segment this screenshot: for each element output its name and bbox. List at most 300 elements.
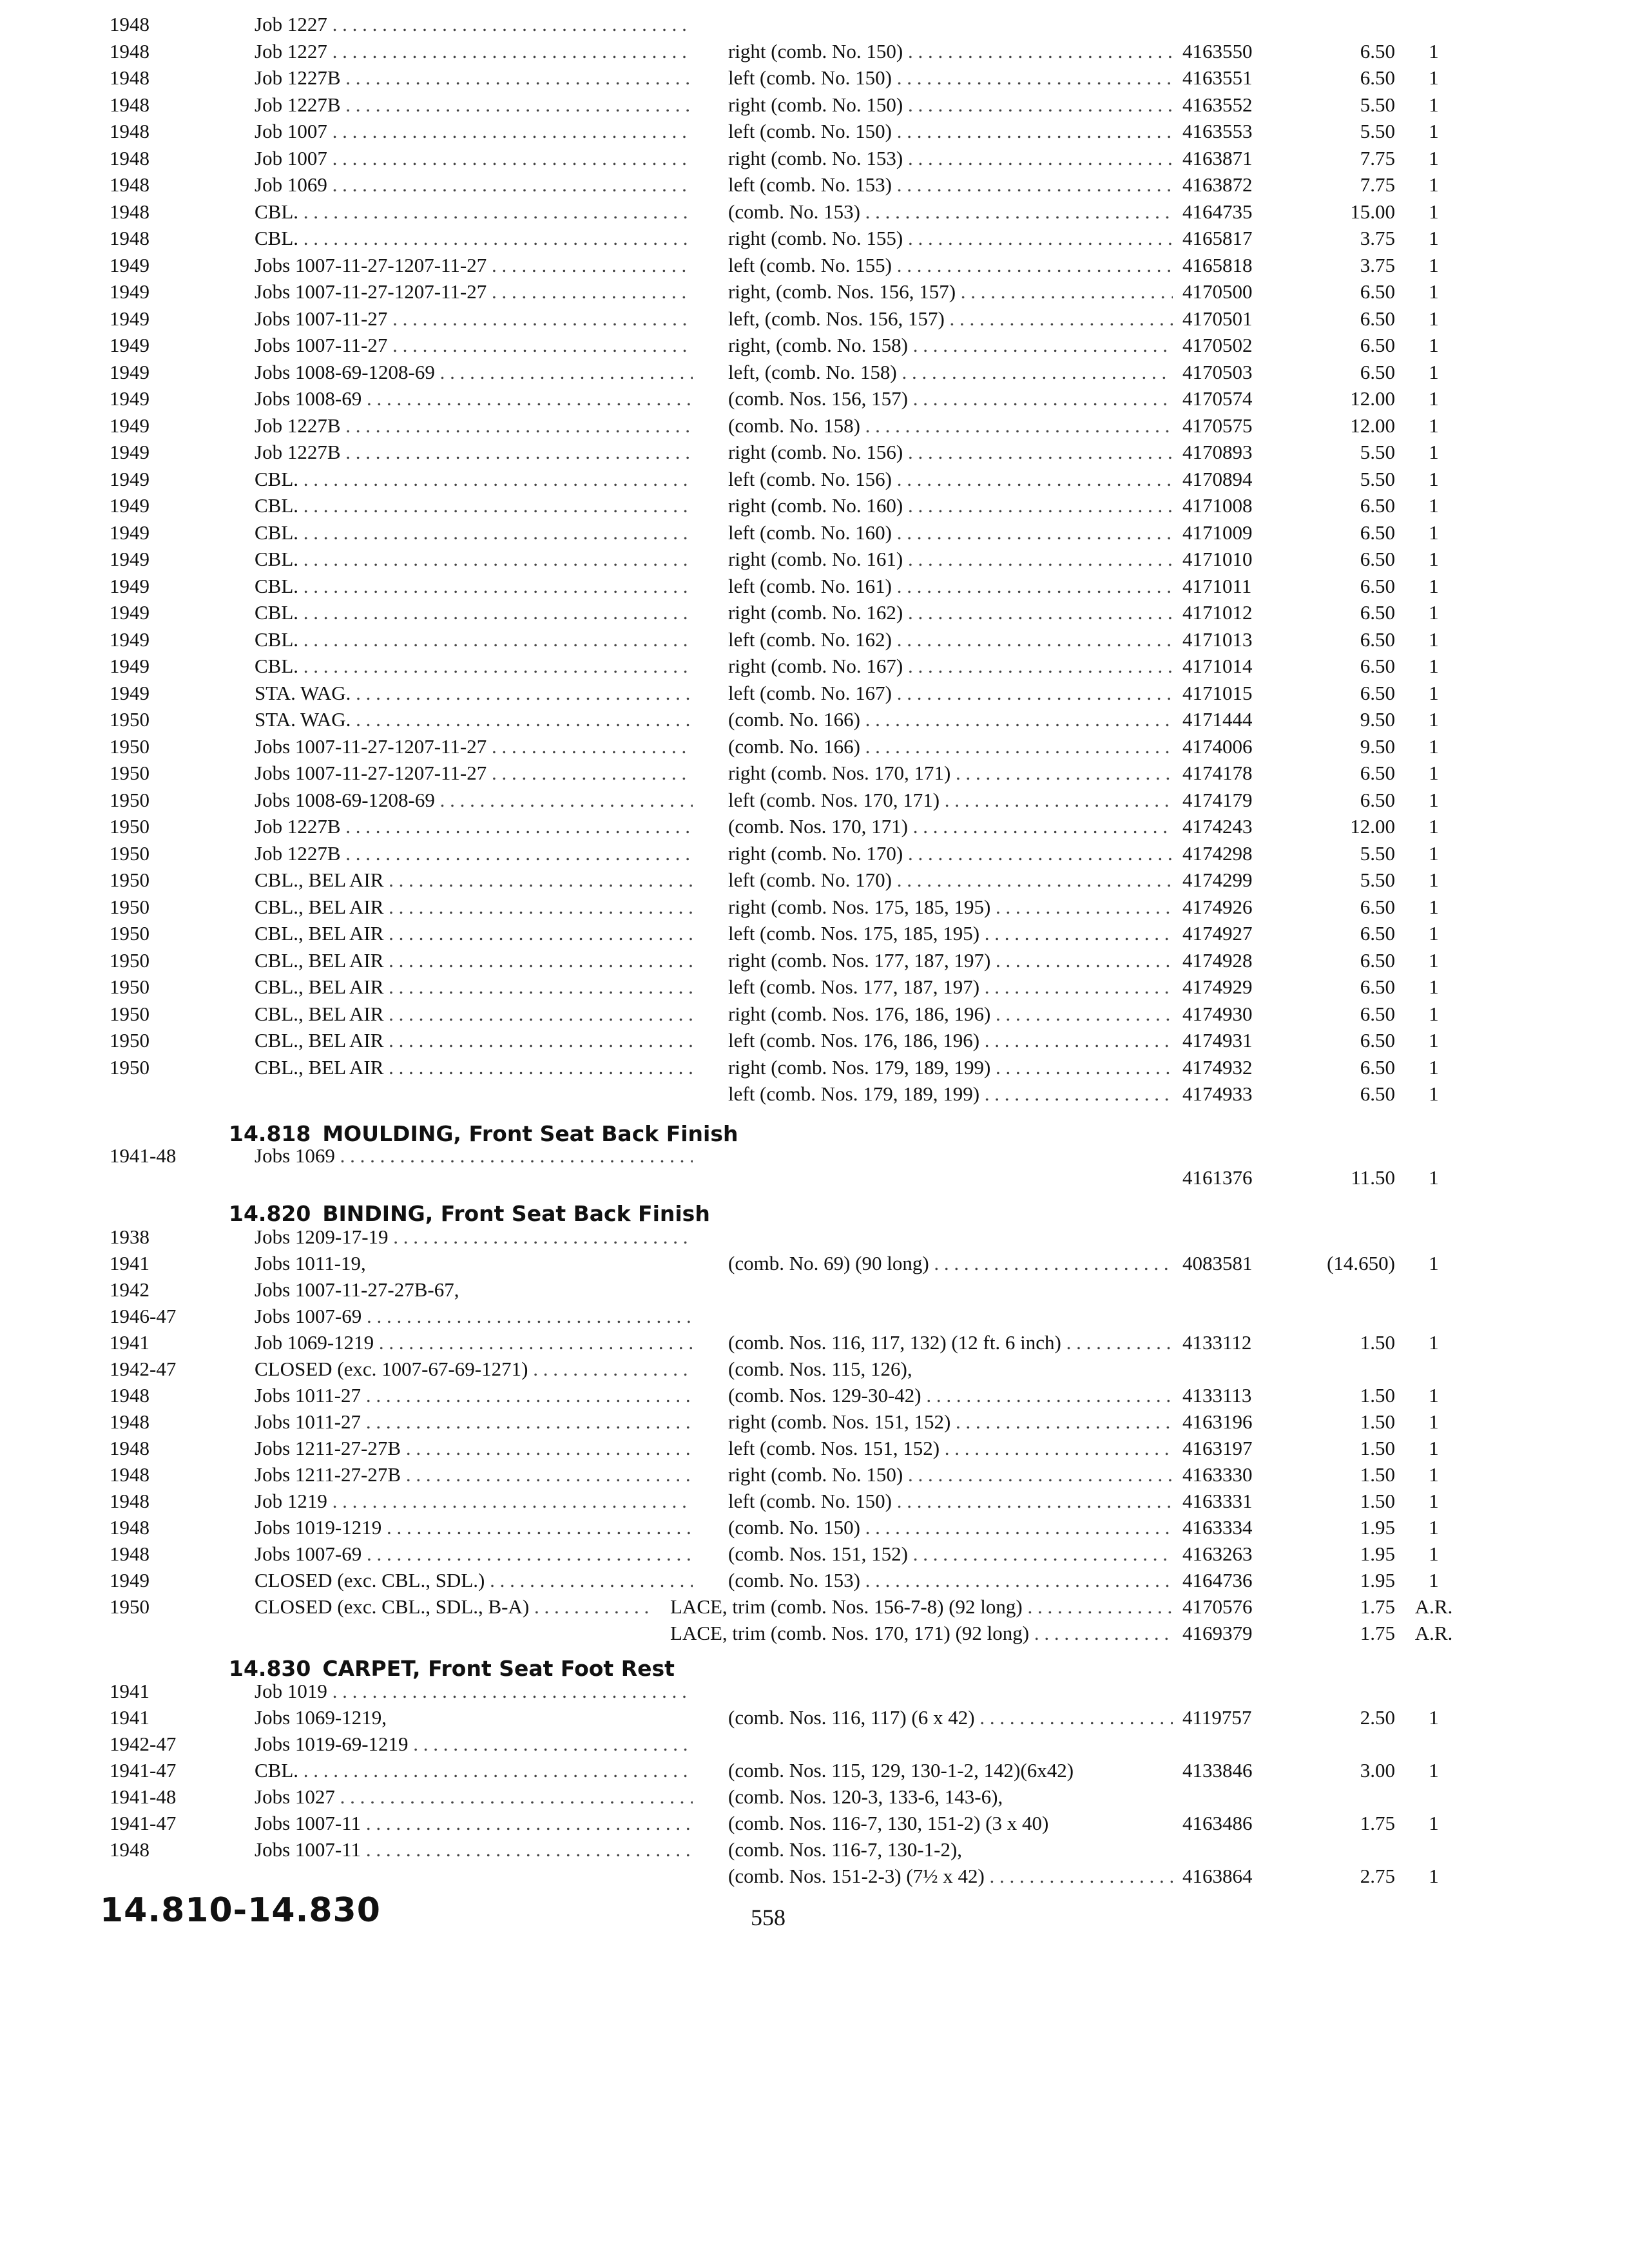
table-row — [0, 921, 1629, 947]
table-row — [0, 172, 1629, 198]
application-cell: Job 1227B . . . — [255, 65, 693, 91]
price-cell: 6.50 — [1360, 280, 1395, 303]
application-cell: Jobs 1019-1219 . . . — [255, 1515, 693, 1541]
price-cell: 6.50 — [1360, 975, 1395, 998]
part-number-cell: 4174006 — [1182, 735, 1253, 758]
table-row — [0, 1784, 1629, 1810]
application-cell: Jobs 1007-11-27-1207-11-27 . . . — [255, 253, 693, 278]
part-number-cell: 4170503 — [1182, 361, 1253, 383]
price-cell: 1.50 — [1360, 1490, 1395, 1512]
part-number-cell: 4170501 — [1182, 307, 1253, 330]
part-number-cell: 4163872 — [1182, 173, 1253, 196]
application-cell: Jobs 1069 . . . — [255, 1143, 693, 1169]
part-number-cell: 4170574 — [1182, 387, 1253, 410]
part-number-cell: 4133113 — [1182, 1384, 1252, 1407]
application-cell: CBL., BEL AIR . . . — [255, 894, 693, 920]
table-row — [0, 1277, 1629, 1303]
year-cell: 1948 — [110, 1516, 149, 1539]
part-number-cell: 4133112 — [1182, 1331, 1252, 1354]
description-cell: right (comb. Nos. 177, 187, 197) . . . — [728, 948, 1173, 974]
year-cell: 1948 — [110, 200, 149, 223]
table-row — [0, 1863, 1629, 1889]
part-number-cell: 4170500 — [1182, 280, 1253, 303]
table-row — [0, 1678, 1629, 1704]
table-row — [0, 600, 1629, 626]
year-cell: 1949 — [110, 682, 149, 704]
year-cell: 1950 — [110, 896, 149, 918]
price-cell: 6.50 — [1360, 762, 1395, 784]
quantity-cell: 1 — [1429, 521, 1439, 544]
part-number-cell: 4165817 — [1182, 227, 1253, 249]
year-cell: 1950 — [110, 842, 149, 865]
table-row — [0, 1462, 1629, 1488]
year-cell: 1949 — [110, 414, 149, 437]
description-cell: left (comb. Nos. 170, 171) . . . — [728, 787, 1173, 813]
year-cell: 1948 — [110, 1463, 149, 1486]
application-cell: Job 1007 . . . — [255, 146, 693, 171]
quantity-cell: A.R. — [1414, 1622, 1453, 1644]
description-cell: right (comb. No. 170) . . . — [728, 841, 1173, 867]
year-cell: 1950 — [110, 1003, 149, 1025]
year-cell: 1948 — [110, 1410, 149, 1433]
section-number: 14.830 — [229, 1656, 311, 1681]
quantity-cell: 1 — [1429, 40, 1439, 62]
price-cell: 5.50 — [1360, 869, 1395, 891]
quantity-cell: 1 — [1429, 1384, 1439, 1407]
application-cell: Jobs 1011-27 . . . — [255, 1409, 693, 1435]
application-cell: CBL. . . . — [255, 226, 693, 251]
application-cell: Job 1227B . . . — [255, 439, 693, 465]
table-row — [0, 92, 1629, 118]
price-cell: 6.50 — [1360, 949, 1395, 972]
part-number-cell: 4170576 — [1182, 1595, 1253, 1618]
application-cell: CBL. . . . — [255, 466, 693, 492]
table-row — [0, 1383, 1629, 1408]
section-title: MOULDING, Front Seat Back Finish — [322, 1121, 738, 1146]
price-cell: 12.00 — [1350, 387, 1395, 410]
quantity-cell: 1 — [1429, 1759, 1439, 1782]
part-number-cell: 4169379 — [1182, 1622, 1253, 1644]
application-cell: Jobs 1008-69-1208-69 . . . — [255, 360, 693, 385]
price-cell: 3.75 — [1360, 254, 1395, 276]
application-cell: Job 1219 . . . — [255, 1488, 693, 1514]
application-cell: Job 1007 . . . — [255, 119, 693, 144]
part-number-cell: 4164735 — [1182, 200, 1253, 223]
application-cell: Job 1227 . . . — [255, 12, 693, 37]
table-row — [0, 12, 1629, 37]
year-cell: 1950 — [110, 789, 149, 811]
application-cell: Job 1227B . . . — [255, 413, 693, 439]
application-cell: CBL. . . . — [255, 653, 693, 679]
year-cell: 1948 — [110, 1490, 149, 1512]
application-cell: Jobs 1007-11-27 . . . — [255, 306, 693, 332]
description-cell: (comb. No. 166) . . . — [728, 734, 1173, 760]
application-cell: Jobs 1007-11 . . . — [255, 1837, 693, 1863]
part-number-cell: 4174932 — [1182, 1056, 1253, 1079]
quantity-cell: 1 — [1429, 1463, 1439, 1486]
quantity-cell: 1 — [1429, 628, 1439, 651]
application-cell: CBL. . . . — [255, 493, 693, 519]
part-number-cell: 4163263 — [1182, 1542, 1253, 1565]
quantity-cell: 1 — [1429, 1056, 1439, 1079]
table-row — [0, 653, 1629, 679]
quantity-cell: 1 — [1429, 815, 1439, 838]
description-cell: left (comb. No. 153) . . . — [728, 172, 1173, 198]
application-cell: Jobs 1007-11-27-1207-11-27 . . . — [255, 734, 693, 760]
application-cell: Job 1069-1219 . . . — [255, 1330, 693, 1356]
table-row — [0, 1515, 1629, 1541]
year-cell: 1949 — [110, 307, 149, 330]
description-cell: left (comb. No. 161) . . . — [728, 573, 1173, 599]
year-cell: 1950 — [110, 1595, 149, 1618]
part-number-cell: 4171010 — [1182, 548, 1253, 570]
table-row — [0, 867, 1629, 893]
table-row — [0, 546, 1629, 572]
part-number-cell: 4163551 — [1182, 66, 1253, 89]
price-cell: 1.50 — [1360, 1463, 1395, 1486]
price-cell: 1.95 — [1360, 1516, 1395, 1539]
quantity-cell: 1 — [1429, 173, 1439, 196]
year-cell: 1948 — [110, 1384, 149, 1407]
application-cell: CBL. . . . — [255, 546, 693, 572]
table-row — [0, 1081, 1629, 1107]
description-cell: (comb. Nos. 129-30-42) . . . — [728, 1383, 1173, 1408]
quantity-cell: A.R. — [1414, 1595, 1453, 1618]
quantity-cell: 1 — [1429, 254, 1439, 276]
year-cell: 1949 — [110, 280, 149, 303]
description-cell: LACE, trim (comb. Nos. 156-7-8) (92 long) . . . — [670, 1594, 1173, 1620]
year-cell: 1949 — [110, 575, 149, 597]
price-cell: 6.50 — [1360, 1029, 1395, 1052]
application-cell: Job 1227B . . . — [255, 814, 693, 840]
table-row — [0, 493, 1629, 519]
table-row — [0, 1541, 1629, 1567]
quantity-cell: 1 — [1429, 1331, 1439, 1354]
part-number-cell: 4171015 — [1182, 682, 1253, 704]
year-cell: 1941-48 — [110, 1785, 177, 1808]
quantity-cell: 1 — [1429, 1003, 1439, 1025]
description-cell: (comb. No. 153) . . . — [728, 199, 1173, 225]
quantity-cell: 1 — [1429, 1865, 1439, 1887]
price-cell: 6.50 — [1360, 922, 1395, 945]
year-cell: 1948 — [110, 147, 149, 169]
table-row — [0, 734, 1629, 760]
description-cell: (comb. No. 69) (90 long) . . . — [728, 1251, 1173, 1276]
application-cell: CBL. . . . — [255, 627, 693, 653]
application-cell: CLOSED (exc. 1007-67-69-1271) . . . — [255, 1356, 693, 1382]
quantity-cell: 1 — [1429, 227, 1439, 249]
description-cell: left (comb. Nos. 177, 187, 197) . . . — [728, 974, 1173, 1000]
application-cell: CBL. . . . — [255, 199, 693, 225]
part-number-cell: 4163330 — [1182, 1463, 1253, 1486]
year-cell: 1948 — [110, 1542, 149, 1565]
section-range-footer: 14.810-14.830 — [100, 1891, 381, 1930]
year-cell: 1942-47 — [110, 1358, 177, 1380]
table-row — [0, 974, 1629, 1000]
application-cell: CLOSED (exc. CBL., SDL., B-A) . . . — [255, 1594, 654, 1620]
description-cell: right (comb. Nos. 179, 189, 199) . . . — [728, 1055, 1173, 1081]
price-cell: 3.00 — [1360, 1759, 1395, 1782]
price-cell: 1.95 — [1360, 1569, 1395, 1591]
section-title: BINDING, Front Seat Back Finish — [322, 1201, 710, 1226]
price-cell: 6.50 — [1360, 575, 1395, 597]
part-number-cell: 4163486 — [1182, 1812, 1253, 1834]
table-row — [0, 627, 1629, 653]
page-number: 558 — [751, 1905, 786, 1930]
part-number-cell: 4174933 — [1182, 1082, 1253, 1105]
application-cell: Job 1227 . . . — [255, 39, 693, 64]
description-cell: (comb. No. 153) . . . — [728, 1568, 1173, 1593]
year-cell: 1941-47 — [110, 1812, 177, 1834]
year-cell: 1949 — [110, 521, 149, 544]
year-cell: 1950 — [110, 949, 149, 972]
table-row — [0, 1568, 1629, 1593]
year-cell: 1948 — [110, 1437, 149, 1459]
part-number-cell: 4174927 — [1182, 922, 1253, 945]
year-cell: 1948 — [110, 1838, 149, 1861]
year-cell: 1950 — [110, 975, 149, 998]
application-cell: CBL., BEL AIR . . . — [255, 921, 693, 947]
description-cell: right (comb. No. 155) . . . — [728, 226, 1173, 251]
application-cell: CBL. . . . — [255, 600, 693, 626]
quantity-cell: 1 — [1429, 1410, 1439, 1433]
year-cell: 1941-48 — [110, 1144, 177, 1167]
description-cell: left (comb. Nos. 179, 189, 199) . . . — [728, 1081, 1173, 1107]
application-cell: Jobs 1007-69 . . . — [255, 1303, 693, 1329]
description-cell: left, (comb. No. 158) . . . — [728, 360, 1173, 385]
application-cell: Jobs 1011-19, — [255, 1252, 366, 1274]
application-cell: CBL., BEL AIR . . . — [255, 974, 693, 1000]
description-cell: right (comb. No. 150) . . . — [728, 39, 1173, 64]
part-number-cell: 4170575 — [1182, 414, 1253, 437]
price-cell: 12.00 — [1350, 815, 1395, 838]
description-cell: (comb. Nos. 156, 157) . . . — [728, 386, 1173, 412]
description-cell: (comb. No. 158) . . . — [728, 413, 1173, 439]
table-row — [0, 1028, 1629, 1053]
price-cell: 6.50 — [1360, 361, 1395, 383]
quantity-cell: 1 — [1429, 93, 1439, 116]
quantity-cell: 1 — [1429, 494, 1439, 517]
application-cell: CBL., BEL AIR . . . — [255, 867, 693, 893]
part-number-cell: 4163553 — [1182, 120, 1253, 142]
quantity-cell: 1 — [1429, 120, 1439, 142]
table-row — [0, 1488, 1629, 1514]
table-row — [0, 1251, 1629, 1276]
quantity-cell: 1 — [1429, 387, 1439, 410]
quantity-cell: 1 — [1429, 1437, 1439, 1459]
year-cell: 1941 — [110, 1706, 149, 1729]
part-number-cell: 4163331 — [1182, 1490, 1253, 1512]
part-number-cell: 4163552 — [1182, 93, 1253, 116]
price-cell: 9.50 — [1360, 735, 1395, 758]
application-cell: CBL. . . . — [255, 573, 693, 599]
year-cell: 1948 — [110, 120, 149, 142]
description-cell: left (comb. No. 162) . . . — [728, 627, 1173, 653]
quantity-cell: 1 — [1429, 575, 1439, 597]
price-cell: 5.50 — [1360, 842, 1395, 865]
price-cell: 2.75 — [1360, 1865, 1395, 1887]
year-cell: 1950 — [110, 1029, 149, 1052]
quantity-cell: 1 — [1429, 1490, 1439, 1512]
part-number-cell: 4170893 — [1182, 441, 1253, 463]
year-cell: 1941 — [110, 1252, 149, 1274]
year-cell: 1948 — [110, 93, 149, 116]
year-cell: 1948 — [110, 66, 149, 89]
price-cell: 6.50 — [1360, 521, 1395, 544]
application-cell: Job 1069 . . . — [255, 172, 693, 198]
year-cell: 1948 — [110, 40, 149, 62]
table-row — [0, 199, 1629, 225]
part-number-cell: 4174179 — [1182, 789, 1253, 811]
year-cell: 1949 — [110, 441, 149, 463]
table-row — [0, 146, 1629, 171]
table-row — [0, 814, 1629, 840]
year-cell: 1950 — [110, 815, 149, 838]
application-cell: Jobs 1211-27-27B . . . — [255, 1436, 693, 1461]
quantity-cell: 1 — [1429, 682, 1439, 704]
year-cell: 1941 — [110, 1680, 149, 1702]
year-cell: 1949 — [110, 601, 149, 624]
part-number-cell: 4163871 — [1182, 147, 1253, 169]
application-cell: Jobs 1007-11 . . . — [255, 1811, 693, 1836]
year-cell: 1950 — [110, 922, 149, 945]
table-row — [0, 360, 1629, 385]
price-cell: 2.50 — [1360, 1706, 1395, 1729]
table-row — [0, 253, 1629, 278]
price-cell: 1.75 — [1360, 1812, 1395, 1834]
part-number-cell: 4164736 — [1182, 1569, 1253, 1591]
quantity-cell: 1 — [1429, 1252, 1439, 1274]
application-cell: Jobs 1211-27-27B . . . — [255, 1462, 693, 1488]
table-row — [0, 1224, 1629, 1250]
table-row — [0, 332, 1629, 358]
description-cell: (comb. Nos. 116, 117) (6 x 42) . . . — [728, 1705, 1173, 1731]
description-cell: left (comb. No. 155) . . . — [728, 253, 1173, 278]
application-cell: Jobs 1209-17-19 . . . — [255, 1224, 693, 1250]
application-cell: Jobs 1007-11-27-1207-11-27 . . . — [255, 279, 693, 305]
description-cell: (comb. Nos. 116-7, 130, 151-2) (3 x 40) — [728, 1812, 1049, 1834]
part-number-cell: 4163334 — [1182, 1516, 1253, 1539]
part-number-cell: 4163864 — [1182, 1865, 1253, 1887]
section-number: 14.820 — [229, 1201, 311, 1226]
year-cell: 1948 — [110, 227, 149, 249]
description-cell: right (comb. Nos. 175, 185, 195) . . . — [728, 894, 1173, 920]
application-cell: Jobs 1019-69-1219 . . . — [255, 1731, 693, 1757]
quantity-cell: 1 — [1429, 1569, 1439, 1591]
table-row — [0, 1758, 1629, 1783]
application-cell: CBL., BEL AIR . . . — [255, 948, 693, 974]
description-cell: left (comb. No. 150) . . . — [728, 65, 1173, 91]
quantity-cell: 1 — [1429, 66, 1439, 89]
description-cell: (comb. No. 166) . . . — [728, 707, 1173, 733]
quantity-cell: 1 — [1429, 922, 1439, 945]
description-cell: left (comb. No. 150) . . . — [728, 1488, 1173, 1514]
year-cell: 1950 — [110, 869, 149, 891]
application-cell: CBL. . . . — [255, 520, 693, 546]
price-cell: 6.50 — [1360, 655, 1395, 677]
year-cell: 1942-47 — [110, 1733, 177, 1755]
quantity-cell: 1 — [1429, 975, 1439, 998]
table-row — [0, 1165, 1629, 1191]
description-cell: left (comb. No. 167) . . . — [728, 680, 1173, 706]
application-cell: CBL., BEL AIR . . . — [255, 1001, 693, 1027]
description-cell: right (comb. No. 162) . . . — [728, 600, 1173, 626]
description-cell: left, (comb. Nos. 156, 157) . . . — [728, 306, 1173, 332]
description-cell: right (comb. No. 160) . . . — [728, 493, 1173, 519]
part-number-cell: 4171012 — [1182, 601, 1253, 624]
quantity-cell: 1 — [1429, 1082, 1439, 1105]
description-cell: (comb. No. 150) . . . — [728, 1515, 1173, 1541]
quantity-cell: 1 — [1429, 735, 1439, 758]
quantity-cell: 1 — [1429, 655, 1439, 677]
application-cell: CBL., BEL AIR . . . — [255, 1055, 693, 1081]
description-cell: left (comb. No. 156) . . . — [728, 466, 1173, 492]
description-cell: (comb. Nos. 151-2-3) (7½ x 42) . . . — [728, 1863, 1173, 1889]
price-cell: 1.50 — [1360, 1384, 1395, 1407]
price-cell: 6.50 — [1360, 334, 1395, 356]
quantity-cell: 1 — [1429, 1029, 1439, 1052]
year-cell: 1949 — [110, 628, 149, 651]
part-number-cell: 4174928 — [1182, 949, 1253, 972]
part-number-cell: 4165818 — [1182, 254, 1253, 276]
table-row — [0, 760, 1629, 786]
application-cell: Jobs 1007-11-27-1207-11-27 . . . — [255, 760, 693, 786]
price-cell: 6.50 — [1360, 66, 1395, 89]
year-cell: 1949 — [110, 494, 149, 517]
table-row — [0, 39, 1629, 64]
table-row — [0, 65, 1629, 91]
price-cell: 6.50 — [1360, 896, 1395, 918]
table-row — [0, 1001, 1629, 1027]
description-cell: LACE, trim (comb. Nos. 170, 171) (92 long) . . . — [670, 1620, 1173, 1646]
description-cell: right, (comb. No. 158) . . . — [728, 332, 1173, 358]
description-cell: right (comb. No. 167) . . . — [728, 653, 1173, 679]
table-row — [0, 520, 1629, 546]
application-cell: Jobs 1069-1219, — [255, 1706, 387, 1729]
table-row — [0, 306, 1629, 332]
year-cell: 1941-47 — [110, 1759, 177, 1782]
description-cell: (comb. Nos. 116, 117, 132) (12 ft. 6 inch) . . . — [728, 1330, 1173, 1356]
quantity-cell: 1 — [1429, 147, 1439, 169]
application-cell: Jobs 1007-11-27 . . . — [255, 332, 693, 358]
year-cell: 1949 — [110, 548, 149, 570]
price-cell: 6.50 — [1360, 40, 1395, 62]
quantity-cell: 1 — [1429, 896, 1439, 918]
quantity-cell: 1 — [1429, 949, 1439, 972]
part-number-cell: 4119757 — [1182, 1706, 1252, 1729]
year-cell: 1949 — [110, 361, 149, 383]
application-cell: Jobs 1011-27 . . . — [255, 1383, 693, 1408]
table-row — [0, 1409, 1629, 1435]
description-cell: (comb. Nos. 120-3, 133-6, 143-6), — [728, 1785, 1003, 1808]
quantity-cell: 1 — [1429, 414, 1439, 437]
year-cell: 1950 — [110, 735, 149, 758]
table-row — [0, 1436, 1629, 1461]
year-cell: 1949 — [110, 254, 149, 276]
price-cell: 7.75 — [1360, 147, 1395, 169]
year-cell: 1948 — [110, 173, 149, 196]
year-cell: 1950 — [110, 708, 149, 731]
price-cell: 1.95 — [1360, 1542, 1395, 1565]
year-cell: 1946-47 — [110, 1305, 177, 1327]
price-cell: 7.75 — [1360, 173, 1395, 196]
quantity-cell: 1 — [1429, 548, 1439, 570]
part-number-cell: 4163550 — [1182, 40, 1253, 62]
quantity-cell: 1 — [1429, 869, 1439, 891]
description-cell: left (comb. No. 160) . . . — [728, 520, 1173, 546]
price-cell: 6.50 — [1360, 601, 1395, 624]
description-cell: right (comb. No. 156) . . . — [728, 439, 1173, 465]
